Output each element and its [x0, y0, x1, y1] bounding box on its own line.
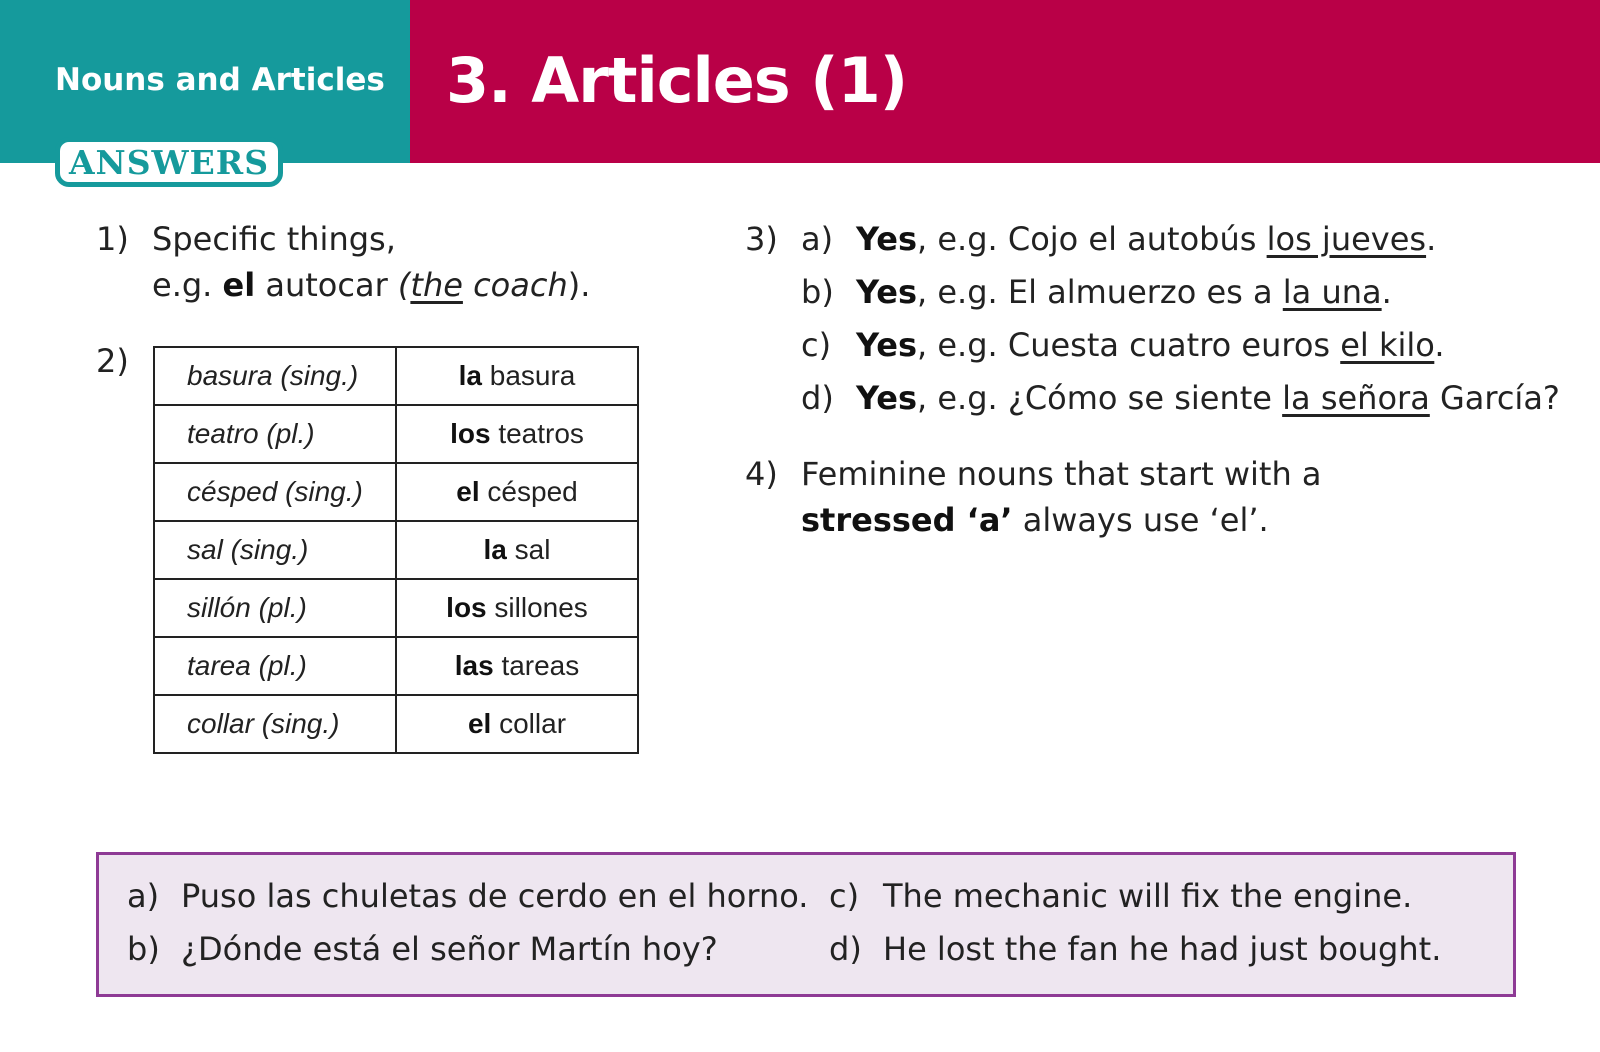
article-word: el	[456, 476, 480, 507]
noun-word: césped	[487, 476, 578, 507]
open-paren: (	[397, 266, 411, 304]
noun-cell: teatro (pl.)	[154, 405, 396, 463]
rule-text: always use ‘el’.	[1012, 501, 1269, 539]
noun-word: teatros	[498, 418, 584, 449]
noun-cell: collar (sing.)	[154, 695, 396, 753]
stressed-a-phrase: stressed ‘a’	[801, 501, 1013, 539]
example-end: .	[1434, 326, 1445, 364]
translation-text: ¿Dónde está el señor Martín hoy?	[181, 930, 718, 968]
question-number: 3)	[745, 220, 778, 258]
noun-word: sillones	[494, 592, 588, 623]
table-row	[154, 637, 638, 695]
answer-line: Feminine nouns that start with a	[801, 455, 1322, 493]
article-cell	[396, 347, 638, 405]
article-word: los	[450, 418, 491, 449]
noun-cell: basura (sing.)	[154, 347, 396, 405]
article-cell	[396, 695, 638, 753]
noun-word: tareas	[501, 650, 580, 681]
translation-answers-box	[96, 852, 1516, 997]
translation-text: Puso las chuletas de cerdo en el horno.	[181, 877, 809, 915]
noun-cell: sillón (pl.)	[154, 579, 396, 637]
translation-text: He lost the fan he had just bought.	[883, 930, 1442, 968]
eg-label: e.g.	[152, 266, 213, 304]
table-row	[154, 521, 638, 579]
example-text: , e.g. Cojo el autobús	[916, 220, 1267, 258]
noun-cell: césped (sing.)	[154, 463, 396, 521]
question-3	[745, 216, 1560, 436]
translation-text: The mechanic will fix the engine.	[883, 877, 1413, 915]
underlined-phrase: la señora	[1282, 379, 1430, 417]
sub-text	[856, 216, 1436, 262]
sub-text	[856, 269, 1392, 315]
question-number: 4)	[745, 455, 778, 493]
section-title: Nouns and Articles	[55, 62, 385, 98]
underlined-phrase: los jueves	[1266, 220, 1427, 258]
underlined-the: the	[410, 266, 463, 304]
article-word: los	[446, 592, 487, 623]
noun-cell: tarea (pl.)	[154, 637, 396, 695]
question-number: 1)	[96, 220, 129, 258]
table-row	[154, 405, 638, 463]
answer-line: Specific things,	[152, 220, 396, 258]
underlined-phrase: la una	[1282, 273, 1382, 311]
sub-letter: c)	[801, 326, 832, 364]
table-row	[154, 463, 638, 521]
yes-word: Yes	[856, 220, 917, 258]
article-word: la	[483, 534, 507, 565]
noun-word: collar	[499, 708, 567, 739]
noun-word: sal	[514, 534, 551, 565]
article-word: la	[458, 360, 482, 391]
underlined-phrase: el kilo	[1340, 326, 1435, 364]
table-row	[154, 695, 638, 753]
noun-word: basura	[489, 360, 576, 391]
example-end: García?	[1429, 379, 1560, 417]
coach-word: coach	[473, 266, 568, 304]
article-cell	[396, 521, 638, 579]
yes-word: Yes	[856, 326, 917, 364]
sub-letter: a)	[127, 877, 160, 915]
sub-letter: b)	[127, 930, 160, 968]
yes-word: Yes	[856, 273, 917, 311]
example-end: .	[1426, 220, 1437, 258]
article-cell	[396, 405, 638, 463]
yes-word: Yes	[856, 379, 917, 417]
translation-note	[398, 266, 568, 304]
article-cell	[396, 579, 638, 637]
article-word: el	[222, 266, 256, 304]
article-cell	[396, 637, 638, 695]
question-number: 2)	[96, 342, 129, 380]
article-cell	[396, 463, 638, 521]
example-text: , e.g. ¿Cómo se siente	[916, 379, 1283, 417]
example-text: , e.g. El almuerzo es a	[916, 273, 1283, 311]
sub-letter: c)	[829, 877, 860, 915]
sub-letter: a)	[801, 220, 834, 258]
article-word: las	[454, 650, 494, 681]
example-end: .	[1381, 273, 1392, 311]
table-row	[154, 347, 638, 405]
answer-example	[152, 262, 590, 308]
sub-text	[856, 322, 1444, 368]
page-title: 3. Articles (1)	[446, 44, 908, 117]
sub-letter: d)	[801, 379, 834, 417]
example-text: , e.g. Cuesta cuatro euros	[916, 326, 1341, 364]
sub-letter: d)	[829, 930, 862, 968]
articles-table	[153, 346, 639, 754]
article-word: el	[467, 708, 492, 739]
noun-word: autocar	[265, 266, 388, 304]
noun-cell: sal (sing.)	[154, 521, 396, 579]
header-title-band	[410, 0, 1600, 163]
sub-text	[856, 375, 1560, 421]
table-row	[154, 579, 638, 637]
answers-badge: ANSWERS	[55, 137, 283, 187]
sub-letter: b)	[801, 273, 834, 311]
answer-line	[801, 497, 1322, 543]
close-paren: ).	[567, 266, 591, 304]
